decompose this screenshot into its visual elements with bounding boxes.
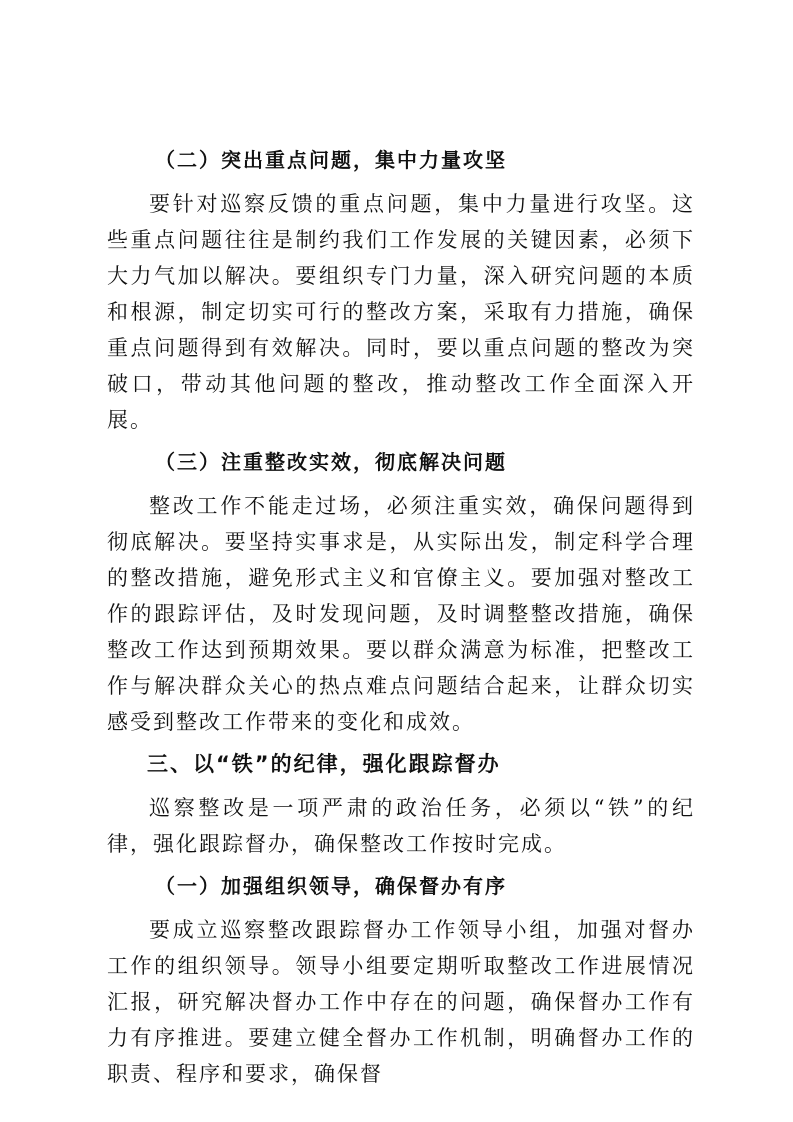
paragraph-discipline: 巡察整改是一项严肃的政治任务，必须以“铁”的纪律，强化跟踪督办，确保整改工作按时完成。 xyxy=(107,796,695,856)
paragraph-rectification-effect: 整改工作不能走过场，必须注重实效，确保问题得到彻底解决。要坚持实事求是，从实际出发，制定科学合理的整改措施，避免形式主义和官僚主义。要加强对整改工作的跟踪评估，及时发现问题，及时调整整改措施，确保整改工作达到预期效果。要以群众满意为标准，把整改工作与解决群众关心的热点难点问题结合起来，让群众切实感受到整改工作带来的变化和成效。 xyxy=(107,494,695,734)
paragraph-leadership: 要成立巡察整改跟踪督办工作领导小组，加强对督办工作的组织领导。领导小组要定期听取整改工作进展情况汇报，研究解决督办工作中存在的问题，确保督办工作有力有序推进。要建立健全督办工作机制，明确督办工作的职责、程序和要求，确保督 xyxy=(107,918,695,1086)
document-body xyxy=(107,140,695,1096)
subheading-2: （二）突出重点问题，集中力量攻坚 xyxy=(155,148,507,172)
subheading-1: （一）加强组织领导，确保督办有序 xyxy=(155,874,507,898)
subheading-3: （三）注重整改实效，彻底解决问题 xyxy=(155,450,507,474)
paragraph-key-problems: 要针对巡察反馈的重点问题，集中力量进行攻坚。这些重点问题往往是制约我们工作发展的关键因素，必须下大力气加以解决。要组织专门力量，深入研究问题的本质和根源，制定切实可行的整改方案，采取有力措施，确保重点问题得到有效解决。同时，要以重点问题的整改为突破口，带动其他问题的整改，推动整改工作全面深入开展。 xyxy=(107,192,695,432)
section-heading-3: 三、以“铁”的纪律，强化跟踪督办 xyxy=(147,752,501,776)
